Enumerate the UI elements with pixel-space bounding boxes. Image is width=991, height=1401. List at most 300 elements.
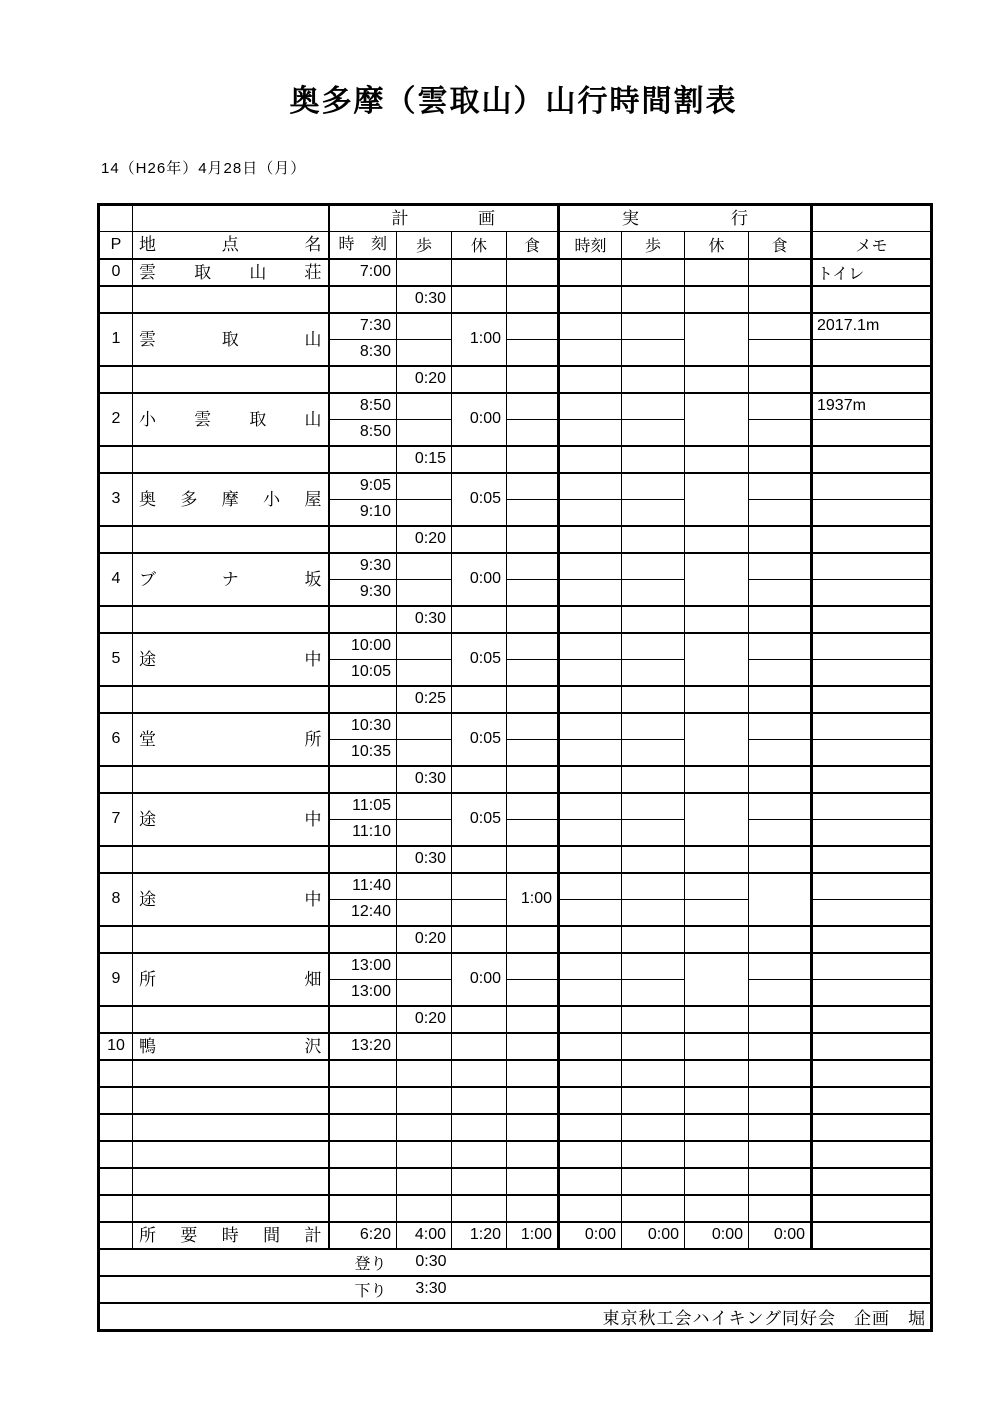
cell-plan-rest: 0:05	[452, 793, 507, 846]
cell-station-name: 途 中	[133, 873, 329, 926]
cell-memo	[812, 1222, 932, 1249]
header-plan-rest: 休	[452, 232, 507, 259]
cell-plan-eat	[507, 1033, 559, 1060]
cell-exec-time	[559, 1006, 622, 1033]
cell-exec-time	[559, 846, 622, 873]
cell-plan-eat	[507, 659, 559, 686]
cell-exec-eat	[749, 926, 812, 953]
cell-exec-eat	[749, 446, 812, 473]
cell-exec-rest	[685, 873, 749, 900]
cell-exec-eat	[749, 819, 812, 846]
cell-plan-eat	[507, 446, 559, 473]
cell-plan-rest: 0:00	[452, 553, 507, 606]
cell-exec-walk	[622, 1006, 685, 1033]
cell-exec-walk	[622, 419, 685, 446]
cell-empty	[507, 1141, 559, 1168]
cell-plan-depart: 8:50	[329, 419, 397, 446]
cell-exec-rest	[685, 686, 749, 713]
cell-empty	[749, 1141, 812, 1168]
cell-empty	[507, 1195, 559, 1222]
cell-empty	[133, 1195, 329, 1222]
cell-exec-walk	[622, 339, 685, 366]
cell-exec-eat	[749, 659, 812, 686]
cell-memo: 1937m	[812, 393, 932, 420]
cell-memo	[812, 793, 932, 820]
cell-exec-eat	[749, 713, 812, 740]
cell-plan-eat	[507, 366, 559, 393]
cell-plan-arrive: 10:00	[329, 633, 397, 660]
cell-station-name	[133, 926, 329, 953]
cell-p: 7	[99, 793, 133, 846]
extra-spacer	[99, 1249, 329, 1276]
cell-plan-time	[329, 766, 397, 793]
cell-memo	[812, 579, 932, 606]
cell-station-name: 所 畑	[133, 953, 329, 1006]
cell-exec-eat	[749, 979, 812, 1006]
cell-exec-rest	[685, 606, 749, 633]
cell-empty	[99, 1195, 133, 1222]
cell-p	[99, 366, 133, 393]
cell-empty	[133, 1114, 329, 1141]
cell-exec-time	[559, 953, 622, 980]
cell-station-name: 途 中	[133, 793, 329, 846]
cell-plan-rest	[452, 926, 507, 953]
cell-exec-eat	[749, 259, 812, 286]
cell-plan-eat	[507, 339, 559, 366]
cell-exec-walk	[622, 686, 685, 713]
cell-station-name	[133, 846, 329, 873]
cell-exec-eat	[749, 846, 812, 873]
header-exec-eat: 食	[749, 232, 812, 259]
cell-empty	[749, 1087, 812, 1114]
cell-plan-depart: 13:00	[329, 979, 397, 1006]
cell-p	[99, 446, 133, 473]
extra-spacer	[99, 1276, 329, 1303]
cell-exec-eat	[749, 739, 812, 766]
cell-plan-arrive: 11:40	[329, 873, 397, 900]
cell-plan-walk	[397, 1033, 452, 1060]
cell-plan-walk	[397, 633, 452, 660]
cell-empty	[133, 1141, 329, 1168]
cell-station-name	[133, 1006, 329, 1033]
cell-plan-eat	[507, 979, 559, 1006]
extra-label: 下り	[329, 1276, 397, 1303]
cell-memo	[812, 526, 932, 553]
cell-plan-eat	[507, 419, 559, 446]
cell-exec-time	[559, 259, 622, 286]
cell-exec-eat	[749, 686, 812, 713]
cell-exec-eat	[749, 1006, 812, 1033]
cell-exec-rest	[685, 393, 749, 446]
cell-exec-walk	[622, 766, 685, 793]
cell-empty	[559, 1141, 622, 1168]
cell-exec-eat	[749, 313, 812, 340]
cell-empty	[812, 1060, 932, 1087]
cell-plan-walk	[397, 339, 452, 366]
cell-plan-walk	[397, 873, 452, 900]
cell-plan-walk: 0:30	[397, 286, 452, 313]
cell-memo	[812, 846, 932, 873]
cell-empty	[622, 1168, 685, 1195]
cell-exec-time	[559, 499, 622, 526]
cell-plan-rest	[452, 766, 507, 793]
cell-plan-depart: 9:30	[329, 579, 397, 606]
cell-memo	[812, 819, 932, 846]
cell-empty	[685, 1141, 749, 1168]
cell-exec-eat	[749, 473, 812, 500]
cell-exec-rest	[685, 553, 749, 606]
cell-exec-walk	[622, 659, 685, 686]
cell-plan-depart: 11:10	[329, 819, 397, 846]
header-exec-rest: 休	[685, 232, 749, 259]
cell-plan-rest: 0:05	[452, 633, 507, 686]
cell-memo	[812, 739, 932, 766]
cell-exec-eat	[749, 793, 812, 820]
cell-plan-eat	[507, 633, 559, 660]
cell-exec-walk	[622, 873, 685, 900]
extra-spacer	[452, 1249, 932, 1276]
cell-exec-walk	[622, 1033, 685, 1060]
cell-plan-walk: 0:30	[397, 606, 452, 633]
cell-exec-time	[559, 633, 622, 660]
cell-plan-eat	[507, 553, 559, 580]
cell-exec-rest	[685, 1033, 749, 1060]
cell-empty	[329, 1114, 397, 1141]
cell-station-name	[133, 606, 329, 633]
cell-empty	[812, 1195, 932, 1222]
cell-plan-walk	[397, 473, 452, 500]
cell-exec-rest	[685, 446, 749, 473]
cell-plan-walk	[397, 659, 452, 686]
cell-plan-eat	[507, 606, 559, 633]
cell-station-name	[133, 446, 329, 473]
cell-plan-eat	[507, 579, 559, 606]
cell-plan-time	[329, 846, 397, 873]
cell-plan-arrive: 9:30	[329, 553, 397, 580]
cell-p: 2	[99, 393, 133, 446]
cell-plan-eat: 1:00	[507, 873, 559, 926]
cell-plan-walk: 0:15	[397, 446, 452, 473]
cell-plan-time	[329, 686, 397, 713]
cell-exec-rest	[685, 286, 749, 313]
cell-empty	[749, 1114, 812, 1141]
cell-plan-walk	[397, 793, 452, 820]
cell-exec-walk	[622, 499, 685, 526]
cell-exec-walk	[622, 393, 685, 420]
cell-plan-rest	[452, 366, 507, 393]
cell-exec-eat	[749, 873, 812, 926]
extra-label: 登り	[329, 1249, 397, 1276]
cell-plan-depart: 10:35	[329, 739, 397, 766]
cell-empty	[397, 1195, 452, 1222]
cell-memo	[812, 926, 932, 953]
cell-plan-walk	[397, 499, 452, 526]
cell-exec-time	[559, 1033, 622, 1060]
cell-plan-walk: 0:20	[397, 926, 452, 953]
date-line: 14（H26年）4月28日（月）	[101, 160, 307, 177]
cell-exec-rest	[685, 473, 749, 526]
header-p: P	[99, 232, 133, 259]
cell-exec-rest	[685, 713, 749, 766]
totals-exec-value: 0:00	[749, 1222, 812, 1249]
cell-station-name	[133, 286, 329, 313]
cell-exec-walk	[622, 473, 685, 500]
cell-empty	[133, 1168, 329, 1195]
cell-p: 0	[99, 259, 133, 286]
cell-exec-eat	[749, 526, 812, 553]
cell-memo	[812, 339, 932, 366]
cell-empty	[452, 1087, 507, 1114]
cell-p	[99, 846, 133, 873]
cell-empty	[559, 1060, 622, 1087]
cell-exec-rest	[685, 1006, 749, 1033]
cell-plan-rest	[452, 899, 507, 926]
cell-exec-rest	[685, 899, 749, 926]
cell-plan-rest	[452, 446, 507, 473]
cell-plan-rest	[452, 1006, 507, 1033]
cell-plan-rest	[452, 873, 507, 900]
cell-plan-eat	[507, 739, 559, 766]
header-plan-eat: 食	[507, 232, 559, 259]
cell-p	[99, 526, 133, 553]
cell-p: 3	[99, 473, 133, 526]
cell-plan-walk	[397, 393, 452, 420]
cell-plan-walk	[397, 713, 452, 740]
cell-p: 8	[99, 873, 133, 926]
cell-exec-time	[559, 339, 622, 366]
cell-station-name	[133, 686, 329, 713]
cell-exec-walk	[622, 846, 685, 873]
cell-empty	[559, 1168, 622, 1195]
cell-plan-walk	[397, 899, 452, 926]
cell-exec-time	[559, 739, 622, 766]
cell-empty	[452, 1141, 507, 1168]
cell-memo	[812, 686, 932, 713]
cell-plan-walk	[397, 819, 452, 846]
cell-memo	[812, 979, 932, 1006]
cell-plan-eat	[507, 393, 559, 420]
cell-station-name: 途 中	[133, 633, 329, 686]
cell-p: 4	[99, 553, 133, 606]
cell-station-name	[133, 526, 329, 553]
cell-plan-walk	[397, 579, 452, 606]
cell-exec-eat	[749, 419, 812, 446]
cell-memo	[812, 873, 932, 900]
cell-plan-eat	[507, 686, 559, 713]
cell-plan-time	[329, 926, 397, 953]
cell-memo	[812, 553, 932, 580]
header-plan-walk: 歩	[397, 232, 452, 259]
header-memo: メモ	[812, 232, 932, 259]
cell-empty	[812, 1141, 932, 1168]
cell-memo	[812, 366, 932, 393]
cell-plan-depart: 12:40	[329, 899, 397, 926]
cell-exec-time	[559, 366, 622, 393]
totals-exec-value: 0:00	[559, 1222, 622, 1249]
header-blank-name	[133, 205, 329, 232]
cell-empty	[559, 1087, 622, 1114]
cell-exec-rest	[685, 526, 749, 553]
cell-station-name: 鴨 沢	[133, 1033, 329, 1060]
cell-p	[99, 606, 133, 633]
extra-value: 0:30	[397, 1249, 452, 1276]
cell-exec-walk	[622, 286, 685, 313]
cell-empty	[685, 1087, 749, 1114]
cell-exec-eat	[749, 366, 812, 393]
cell-memo	[812, 899, 932, 926]
cell-plan-arrive: 11:05	[329, 793, 397, 820]
cell-exec-time	[559, 899, 622, 926]
cell-exec-eat	[749, 339, 812, 366]
cell-plan-walk	[397, 419, 452, 446]
cell-exec-time	[559, 686, 622, 713]
cell-empty	[622, 1141, 685, 1168]
cell-exec-walk	[622, 739, 685, 766]
cell-exec-walk	[622, 899, 685, 926]
header-blank-p	[99, 205, 133, 232]
cell-p	[99, 1222, 133, 1249]
header-station-name: 地 点 名	[133, 232, 329, 259]
cell-exec-walk	[622, 926, 685, 953]
cell-exec-rest	[685, 846, 749, 873]
cell-empty	[622, 1195, 685, 1222]
cell-empty	[812, 1114, 932, 1141]
cell-exec-time	[559, 819, 622, 846]
cell-exec-walk	[622, 446, 685, 473]
cell-memo	[812, 286, 932, 313]
cell-exec-eat	[749, 1033, 812, 1060]
cell-exec-eat	[749, 553, 812, 580]
cell-empty	[559, 1195, 622, 1222]
cell-empty	[749, 1168, 812, 1195]
cell-empty	[452, 1114, 507, 1141]
cell-plan-walk: 0:30	[397, 766, 452, 793]
cell-empty	[507, 1114, 559, 1141]
cell-plan-walk: 0:25	[397, 686, 452, 713]
cell-empty	[99, 1087, 133, 1114]
cell-empty	[329, 1168, 397, 1195]
cell-plan-walk: 0:20	[397, 366, 452, 393]
cell-plan-depart: 9:10	[329, 499, 397, 526]
totals-plan-value: 1:00	[507, 1222, 559, 1249]
cell-empty	[329, 1195, 397, 1222]
cell-plan-eat	[507, 846, 559, 873]
cell-memo	[812, 713, 932, 740]
cell-exec-time	[559, 393, 622, 420]
cell-plan-rest: 1:00	[452, 313, 507, 366]
cell-exec-time	[559, 526, 622, 553]
cell-plan-time	[329, 526, 397, 553]
cell-plan-rest	[452, 686, 507, 713]
cell-empty	[685, 1195, 749, 1222]
totals-plan-value: 1:20	[452, 1222, 507, 1249]
cell-exec-rest	[685, 313, 749, 366]
cell-p: 5	[99, 633, 133, 686]
cell-empty	[622, 1114, 685, 1141]
cell-exec-time	[559, 606, 622, 633]
cell-empty	[622, 1060, 685, 1087]
cell-plan-walk	[397, 259, 452, 286]
cell-exec-rest	[685, 793, 749, 846]
cell-exec-walk	[622, 713, 685, 740]
cell-plan-time	[329, 446, 397, 473]
cell-exec-time	[559, 873, 622, 900]
cell-exec-time	[559, 766, 622, 793]
header-exec-time: 時刻	[559, 232, 622, 259]
cell-plan-walk: 0:20	[397, 526, 452, 553]
extra-value: 3:30	[397, 1276, 452, 1303]
cell-memo	[812, 953, 932, 980]
cell-empty	[329, 1060, 397, 1087]
cell-plan-eat	[507, 953, 559, 980]
header-plan-group: 計 画	[329, 205, 559, 232]
cell-exec-eat	[749, 499, 812, 526]
cell-plan-time	[329, 1006, 397, 1033]
cell-memo	[812, 766, 932, 793]
schedule-table	[97, 203, 933, 1332]
cell-empty	[397, 1114, 452, 1141]
cell-p	[99, 766, 133, 793]
cell-empty	[507, 1087, 559, 1114]
cell-exec-walk	[622, 633, 685, 660]
cell-exec-walk	[622, 606, 685, 633]
cell-empty	[749, 1195, 812, 1222]
extra-spacer	[452, 1276, 932, 1303]
cell-plan-rest: 0:05	[452, 713, 507, 766]
cell-exec-walk	[622, 793, 685, 820]
cell-memo	[812, 499, 932, 526]
cell-plan-eat	[507, 313, 559, 340]
cell-exec-time	[559, 286, 622, 313]
header-plan-time: 時 刻	[329, 232, 397, 259]
cell-plan-rest	[452, 259, 507, 286]
cell-plan-depart: 8:30	[329, 339, 397, 366]
cell-exec-walk	[622, 526, 685, 553]
cell-memo	[812, 1006, 932, 1033]
cell-memo: トイレ	[812, 259, 932, 286]
cell-station-name: 雲 取 山	[133, 313, 329, 366]
totals-exec-value: 0:00	[685, 1222, 749, 1249]
cell-exec-rest	[685, 633, 749, 686]
cell-exec-time	[559, 926, 622, 953]
cell-station-name: 奥 多 摩 小 屋	[133, 473, 329, 526]
cell-exec-eat	[749, 633, 812, 660]
cell-exec-eat	[749, 393, 812, 420]
cell-exec-time	[559, 579, 622, 606]
cell-exec-eat	[749, 579, 812, 606]
cell-plan-eat	[507, 499, 559, 526]
cell-plan-time: 7:00	[329, 259, 397, 286]
cell-empty	[397, 1168, 452, 1195]
cell-memo	[812, 473, 932, 500]
cell-empty	[507, 1060, 559, 1087]
cell-empty	[622, 1087, 685, 1114]
header-exec-group: 実 行	[559, 205, 812, 232]
cell-plan-depart: 10:05	[329, 659, 397, 686]
cell-p	[99, 686, 133, 713]
cell-empty	[812, 1168, 932, 1195]
cell-empty	[133, 1060, 329, 1087]
cell-exec-walk	[622, 553, 685, 580]
cell-empty	[99, 1141, 133, 1168]
cell-empty	[685, 1060, 749, 1087]
cell-empty	[685, 1114, 749, 1141]
cell-exec-time	[559, 473, 622, 500]
totals-plan-value: 6:20	[329, 1222, 397, 1249]
cell-plan-arrive: 7:30	[329, 313, 397, 340]
cell-plan-walk	[397, 553, 452, 580]
cell-p: 1	[99, 313, 133, 366]
